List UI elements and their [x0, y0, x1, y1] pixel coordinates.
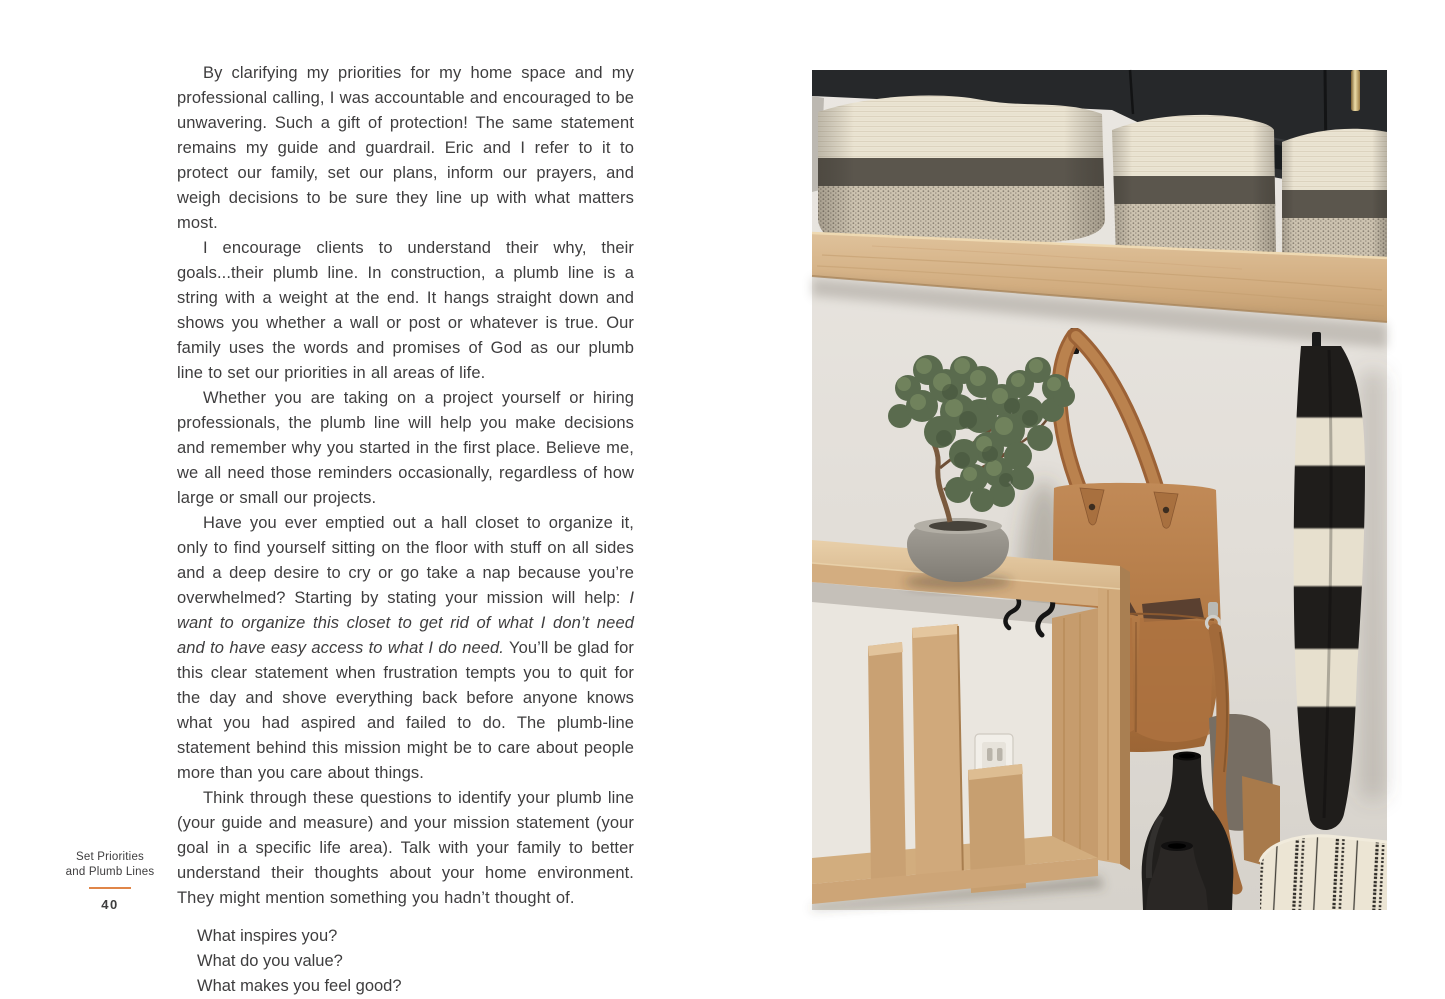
page-footer	[60, 850, 160, 912]
footer-rule	[89, 887, 131, 889]
body-text-column	[177, 61, 634, 999]
paragraph: Have you ever emptied out a hall closet to organize it, only to find yourself sitting on the floor with stuff on all sides and a deep desire to cry or go take a nap because you’re overwhelmed? Starting by stating your mission will help: I want to organize this closet to get rid of what I don’t need and to have easy access to what I do need. You’ll be glad for this clear statement when frustration tempts you to quit for the day and shove everything back before anyone knows what you had aspired and failed to do. The plumb-line statement behind this mission might be to care about people more than you care about things.	[177, 514, 634, 782]
basket	[812, 88, 1112, 248]
paragraph: Think through these questions to identify your plumb line (your guide and measure) and your mission statement (your goal in a specific life area). Talk with your family to better understand their thoughts about your home environment. They might mention something you hadn’t thought of.	[177, 789, 634, 907]
chapter-title-line2: and Plumb Lines	[65, 866, 155, 878]
question: What do you value?	[197, 952, 343, 970]
brass-cabinet-pull	[1351, 70, 1360, 111]
paragraph: By clarifying my priorities for my home space and my professional calling, I was accountable and encouraged to be unwavering. Such a gift of protection! The same statement remains my guide and guardrail. Eric and I refer to it to protect our family, set our plans, inform our prayers, and weigh decisions to be sure they line up with what matters most.	[177, 64, 634, 232]
question: What makes you feel good?	[197, 977, 402, 995]
body-paragraphs	[177, 61, 634, 911]
chapter-title-line1: Set Priorities	[76, 851, 144, 863]
question: What inspires you?	[197, 927, 338, 945]
basket	[1108, 110, 1280, 264]
paragraph: I encourage clients to understand their why, their goals...their plumb line. In construction, a plumb line is a string with a weight at the end. It hangs straight down and shows you whether a wall or post or whatever is true. Our family uses the words and promises of God as our plumb line to set our priorities in all areas of life.	[177, 239, 634, 382]
questions-list	[177, 924, 634, 999]
chapter-title	[60, 850, 160, 880]
paragraph: Whether you are taking on a project yourself or hiring professionals, the plumb line will help you make decisions and remember why you started in the first place. Believe me, we all need those reminders occasionally, regardless of how large or small our projects.	[177, 389, 634, 507]
black-cream-striped-scarf	[1294, 346, 1386, 830]
entryway-photo	[812, 70, 1387, 910]
page-number: 40	[101, 897, 119, 912]
